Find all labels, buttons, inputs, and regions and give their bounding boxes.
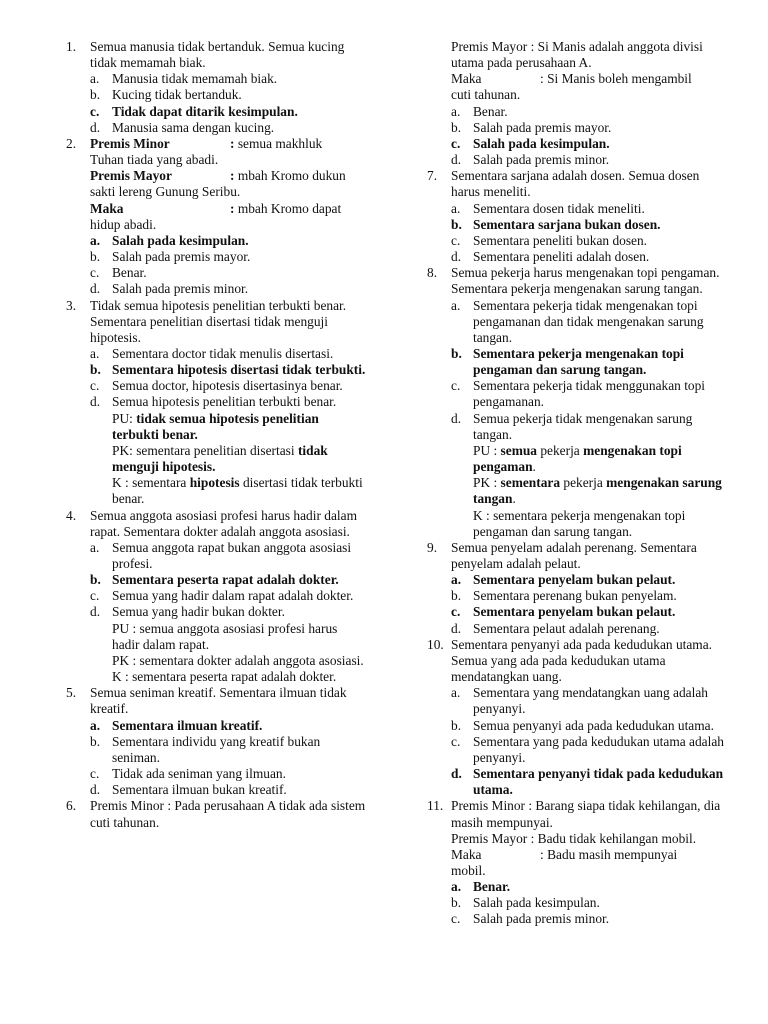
option-text: Semua pekerja tidak mengenakan sarung tangan.	[473, 410, 693, 442]
option-letter: d.	[451, 249, 462, 265]
option-letter: c.	[451, 378, 461, 394]
option-text: Tidak ada seniman yang ilmuan.	[112, 766, 286, 782]
answer-option	[427, 298, 729, 346]
left-column	[66, 39, 368, 831]
note-label: PK :	[473, 475, 501, 491]
option-text: Salah pada premis minor.	[112, 281, 249, 297]
option-text: Salah pada premis mayor.	[473, 119, 612, 135]
question-stem	[427, 168, 729, 200]
answer-option	[66, 540, 368, 572]
answer-option	[66, 394, 368, 410]
option-letter: a.	[451, 685, 461, 701]
premise-block	[427, 39, 729, 104]
answer-option	[66, 604, 368, 620]
option-text: Sementara ilmuan kreatif.	[112, 717, 263, 733]
premise-colon: :	[230, 135, 238, 151]
answer-option	[427, 411, 729, 443]
question-text: Premis Minor : Barang siapa tidak kehilangan, dia masih mempunyai.	[451, 798, 721, 830]
answer-option	[427, 120, 729, 136]
question-number: 3.	[66, 297, 77, 313]
question-text: Semua seniman kreatif. Sementara ilmuan tidak kreatif.	[90, 685, 347, 717]
question-number: 1.	[66, 39, 77, 54]
premise-label: Premis Minor	[90, 135, 170, 151]
question-stem	[66, 39, 368, 71]
answer-option	[427, 718, 729, 734]
premise-continuation: mobil.	[451, 862, 486, 878]
question-text: Semua manusia tidak bertanduk. Semua kucing tidak memamah biak.	[90, 39, 345, 71]
option-text: Sementara sarjana bukan dosen.	[473, 216, 661, 232]
option-letter: b.	[451, 895, 462, 911]
answer-option	[66, 265, 368, 281]
question-stem	[427, 637, 729, 685]
note-label: PU :	[473, 442, 501, 458]
answer-option	[427, 604, 729, 620]
answer-option	[427, 685, 729, 717]
option-letter: c.	[90, 766, 100, 782]
option-letter: a.	[90, 345, 100, 361]
premise-text: semua makhluk	[237, 135, 323, 151]
option-letter: b.	[451, 345, 462, 361]
option-text: Sementara peneliti adalah dosen.	[473, 249, 650, 265]
premise-text: : Badu masih mempunyai	[540, 846, 678, 862]
option-letter: b.	[451, 717, 462, 733]
option-text: Sementara ilmuan bukan kreatif.	[112, 782, 287, 798]
question-stem	[427, 265, 729, 297]
question-text: Tidak semua hipotesis penelitian terbukti benar. Sementara penelitian disertasi tidak menguji hipotesis.	[90, 297, 347, 345]
answer-option	[427, 895, 729, 911]
premise-text: : Si Manis boleh mengambil	[540, 71, 692, 87]
option-letter: c.	[451, 604, 461, 620]
option-letter: d.	[451, 766, 462, 782]
option-letter: b.	[90, 733, 101, 749]
answer-option	[66, 718, 368, 734]
option-letter: b.	[90, 362, 101, 378]
option-text: Sementara yang mendatangkan uang adalah penyanyi.	[473, 685, 708, 717]
option-text: Sementara penyanyi tidak pada kedudukan utama.	[473, 766, 724, 798]
question-stem	[427, 798, 729, 830]
option-letter: d.	[90, 281, 101, 297]
premise-line	[90, 168, 368, 184]
premise-line	[90, 136, 368, 152]
option-text: Sementara pekerja tidak menggunakan topi pengamanan.	[473, 378, 706, 410]
option-letter: d.	[90, 119, 101, 135]
answer-option	[427, 136, 729, 152]
premise-line	[427, 847, 729, 863]
note-text: .	[512, 491, 516, 507]
answer-option	[427, 911, 729, 927]
answer-option	[66, 104, 368, 120]
option-text: Salah pada kesimpulan.	[473, 135, 610, 151]
note-bold: mengenakan topi pengaman	[473, 442, 682, 475]
option-letter: c.	[451, 733, 461, 749]
question-stem	[66, 798, 368, 830]
note-bold: mengenakan sarung tangan	[473, 475, 722, 507]
premise-label: Maka	[451, 71, 482, 87]
answer-option	[66, 378, 368, 394]
option-letter: c.	[451, 911, 461, 927]
premise-line	[90, 201, 368, 217]
premise-label: Premis Mayor	[90, 168, 172, 184]
option-text: Salah pada premis minor.	[473, 911, 610, 927]
option-text: Salah pada kesimpulan.	[112, 232, 249, 248]
option-letter: c.	[90, 103, 100, 119]
answer-option	[427, 766, 729, 798]
question-text: Premis Minor : Pada perusahaan A tidak ada sistem cuti tahunan.	[90, 798, 366, 830]
option-text: Sementara pekerja tidak mengenakan topi pengamanan dan tidak mengenakan sarung tangan.	[473, 297, 704, 345]
option-text: Salah pada kesimpulan.	[473, 895, 600, 911]
note-text: disertasi tidak terbukti benar.	[112, 475, 363, 507]
option-letter: d.	[90, 394, 101, 410]
option-letter: b.	[90, 87, 101, 103]
option-text: Manusia sama dengan kucing.	[112, 119, 275, 135]
option-letter: b.	[451, 119, 462, 135]
answer-option	[66, 87, 368, 103]
answer-option	[427, 104, 729, 120]
option-letter: d.	[451, 152, 462, 168]
option-letter: a.	[451, 879, 462, 895]
answer-option	[427, 346, 729, 378]
option-letter: c.	[90, 265, 100, 281]
answer-option	[66, 249, 368, 265]
note-text: .	[532, 459, 536, 475]
question-text: Sementara sarjana adalah dosen. Semua dosen harus meneliti.	[451, 168, 700, 200]
premise-continuation: Tuhan tiada yang abadi.	[90, 152, 219, 168]
option-letter: a.	[90, 717, 101, 733]
option-letter: c.	[451, 232, 461, 248]
question-number: 8.	[427, 265, 438, 281]
note-pk	[66, 443, 368, 475]
question-stem	[427, 540, 729, 572]
note-text: : sementara	[125, 475, 190, 491]
option-text: Sementara doctor tidak menulis disertasi.	[112, 345, 334, 361]
option-text: Benar.	[473, 103, 508, 119]
note-label: PU:	[112, 410, 137, 426]
note-bold: hipotesis	[189, 475, 240, 491]
answer-option	[427, 217, 729, 233]
premise-continuation: hidup abadi.	[90, 216, 157, 232]
question-number: 5.	[66, 685, 77, 701]
note-text: tidak semua hipotesis penelitian terbukti benar.	[112, 410, 319, 442]
option-letter: c.	[90, 588, 100, 604]
note-text: pekerja	[537, 442, 584, 458]
premise-line	[451, 39, 729, 71]
answer-option	[66, 233, 368, 249]
option-text: Semua anggota rapat bukan anggota asosiasi profesi.	[112, 539, 352, 571]
answer-option	[427, 879, 729, 895]
answer-option	[66, 71, 368, 87]
note-bold: sementara	[500, 475, 561, 491]
premise-text: mbah Kromo dukun	[237, 168, 346, 184]
answer-option	[66, 766, 368, 782]
question-text: Sementara penyanyi ada pada kedudukan utama. Semua yang ada pada kedudukan utama mendatangkan uang.	[451, 636, 713, 685]
note-bold: tidak menguji hipotesis.	[112, 442, 328, 475]
note-pu: PU : semua anggota asosiasi profesi harus hadir dalam rapat.	[112, 620, 338, 652]
question-stem	[66, 685, 368, 717]
answer-option	[66, 120, 368, 136]
question-number: 7.	[427, 168, 438, 184]
answer-option	[66, 734, 368, 766]
option-text: Sementara peneliti bukan dosen.	[473, 232, 648, 248]
option-letter: a.	[451, 297, 461, 313]
answer-option	[427, 152, 729, 168]
question-stem	[66, 298, 368, 346]
option-text: Benar.	[473, 879, 511, 895]
option-text: Sementara perenang bukan penyelam.	[473, 588, 677, 604]
premise-continuation: sakti lereng Gunung Seribu.	[90, 184, 241, 200]
note-label: PK:	[112, 442, 137, 458]
answer-option	[427, 734, 729, 766]
question-number: 4.	[66, 507, 77, 523]
option-text: Semua doctor, hipotesis disertasinya benar.	[112, 378, 343, 394]
option-text: Salah pada premis minor.	[473, 152, 610, 168]
right-column	[427, 39, 729, 928]
premise-line: Premis Mayor : Badu tidak kehilangan mobil.	[451, 830, 697, 846]
answer-option	[427, 378, 729, 410]
answer-option	[66, 281, 368, 297]
question-stem	[66, 136, 368, 233]
option-text: Sementara penyelam bukan pelaut.	[473, 604, 676, 620]
option-text: Benar.	[112, 265, 147, 281]
option-letter: b.	[451, 588, 462, 604]
option-text: Semua hipotesis penelitian terbukti benar.	[112, 394, 337, 410]
premise-continuation: cuti tahunan.	[451, 87, 521, 103]
option-letter: a.	[90, 232, 101, 248]
option-letter: c.	[451, 135, 461, 151]
premise-text: : Si Manis adalah anggota divisi utama pada perusahaan A.	[451, 39, 703, 71]
question-number: 9.	[427, 539, 438, 555]
option-letter: b.	[451, 216, 462, 232]
option-text: Semua yang hadir dalam rapat adalah dokter.	[112, 588, 354, 604]
option-text: Sementara individu yang kreatif bukan seniman.	[112, 733, 321, 765]
option-text: Kucing tidak bertanduk.	[112, 87, 242, 103]
question-stem	[66, 508, 368, 540]
premise-colon: :	[230, 200, 238, 216]
option-text: Semua penyanyi ada pada kedudukan utama.	[473, 717, 714, 733]
note-pk	[427, 475, 729, 507]
answer-option	[427, 201, 729, 217]
answer-option	[66, 346, 368, 362]
option-text: Sementara dosen tidak meneliti.	[473, 200, 645, 216]
note-text: pekerja	[560, 475, 607, 491]
premise-line	[451, 71, 729, 87]
option-text: Tidak dapat ditarik kesimpulan.	[112, 103, 298, 119]
answer-option	[427, 233, 729, 249]
option-text: Sementara pekerja mengenakan topi pengaman dan sarung tangan.	[473, 345, 684, 378]
answer-option	[66, 362, 368, 378]
question-number: 11.	[427, 798, 444, 814]
question-number: 6.	[66, 798, 77, 814]
answer-option	[427, 572, 729, 588]
note-pu	[427, 443, 729, 475]
question-text: Semua pekerja harus mengenakan topi pengaman. Sementara pekerja mengenakan sarung tangan.	[451, 265, 720, 297]
question-number: 10.	[427, 636, 444, 652]
premise-label: Maka	[451, 846, 482, 862]
answer-option	[427, 588, 729, 604]
option-letter: d.	[90, 604, 101, 620]
question-text: Semua anggota asosiasi profesi harus hadir dalam rapat. Sementara dokter adalah anggota asosiasi.	[90, 507, 357, 539]
note-text: sementara penelitian disertasi	[136, 442, 298, 458]
answer-option	[66, 572, 368, 588]
premise-label: Premis Mayor	[451, 39, 531, 54]
premise-colon: :	[230, 168, 238, 184]
option-text: Salah pada premis mayor.	[112, 249, 251, 265]
option-letter: d.	[451, 620, 462, 636]
option-letter: d.	[451, 410, 462, 426]
option-text: Sementara hipotesis disertasi tidak terbukti.	[112, 362, 366, 378]
option-letter: a.	[90, 539, 100, 555]
note-k	[66, 475, 368, 507]
option-text: Semua yang hadir bukan dokter.	[112, 604, 285, 620]
note-pk: PK : sementara dokter adalah anggota asosiasi.	[112, 652, 364, 668]
option-text: Sementara penyelam bukan pelaut.	[473, 572, 676, 588]
option-letter: a.	[451, 572, 462, 588]
answer-option	[427, 621, 729, 637]
note-bold: semua	[500, 442, 537, 458]
option-letter: a.	[90, 71, 100, 87]
option-letter: b.	[90, 249, 101, 265]
option-text: Manusia tidak memamah biak.	[112, 71, 278, 87]
note-k: K : sementara pekerja mengenakan topi pengaman dan sarung tangan.	[473, 507, 686, 539]
question-number: 2.	[66, 135, 77, 151]
premise-text: mbah Kromo dapat	[237, 200, 342, 216]
option-text: Sementara peserta rapat adalah dokter.	[112, 572, 339, 588]
note-k: K : sementara peserta rapat adalah dokter.	[112, 669, 337, 685]
answer-option	[427, 249, 729, 265]
option-letter: b.	[90, 572, 101, 588]
question-text: Semua penyelam adalah perenang. Sementara penyelam adalah pelaut.	[451, 539, 697, 571]
answer-option	[66, 782, 368, 798]
option-letter: a.	[451, 103, 461, 119]
option-text: Sementara yang pada kedudukan utama adalah penyanyi.	[473, 733, 724, 765]
answer-option	[66, 588, 368, 604]
option-text: Sementara pelaut adalah perenang.	[473, 620, 660, 636]
note-label: K	[112, 475, 126, 491]
option-letter: c.	[90, 378, 100, 394]
premise-label: Maka	[90, 200, 124, 216]
note-pu	[66, 411, 368, 443]
premise-block	[90, 136, 368, 233]
option-letter: a.	[451, 200, 461, 216]
option-letter: d.	[90, 782, 101, 798]
